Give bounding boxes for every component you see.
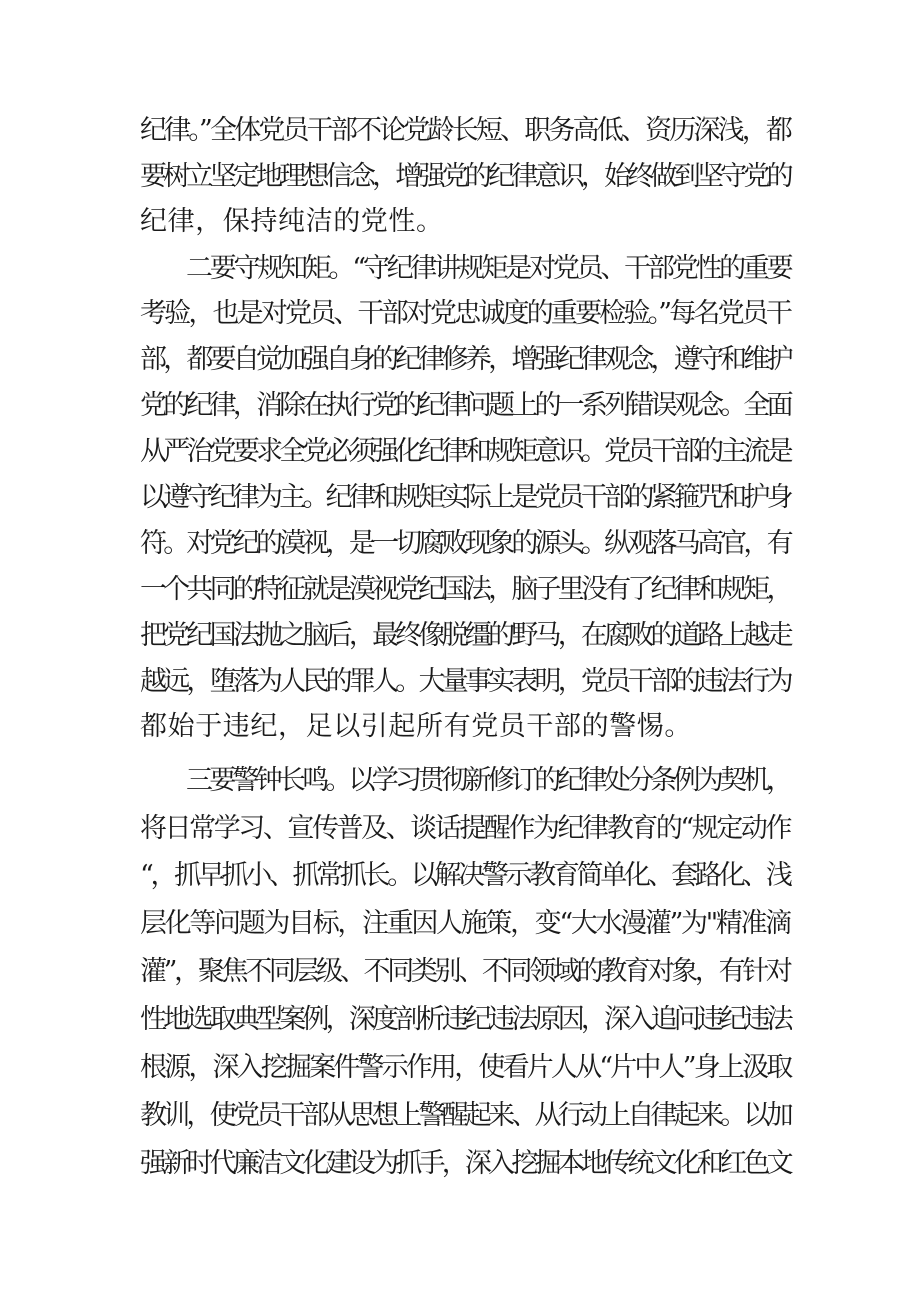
text-line: 考验，也是对党员、干部对党忠诚度的重要检验。”每名党员干 xyxy=(140,298,791,329)
text-line: 纪律，保持纯洁的党性。 xyxy=(140,206,444,237)
text-line: “，抓早抓小、抓常抓长。以解决警示教育简单化、套路化、浅 xyxy=(140,860,790,891)
text-line: 越远，堕落为人民的罪人。大量事实表明，党员干部的违法行为 xyxy=(140,666,790,697)
text-line: 一个共同的特征就是漠视党纪国法，脑子里没有了纪律和规矩， xyxy=(140,574,790,605)
text-line: 将日常学习、宣传普及、谈话提醒作为纪律教育的“规定动作 xyxy=(140,813,791,844)
text-line: 三要警钟长鸣。以学习贯彻新修订的纪律处分条例为契机， xyxy=(186,765,790,796)
text-line: 强新时代廉洁文化建设为抓手，深入挖掘本地传统文化和红色文 xyxy=(140,1148,790,1179)
text-line: 党的纪律，消除在执行党的纪律问题上的一系列错误观念。全面 xyxy=(140,390,790,421)
text-line: 灌”，聚焦不同层级、不同类别、不同领域的教育对象，有针对 xyxy=(140,956,790,987)
text-line: 把党纪国法抛之脑后，最终像脱缰的野马，在腐败的道路上越走 xyxy=(140,620,790,651)
text-line: 层化等问题为目标，注重因人施策，变“大水漫灌”为"精准滴 xyxy=(140,908,790,939)
text-line: 性地选取典型案例，深度剖析违纪违法原因，深入追问违纪违法 xyxy=(140,1004,790,1035)
text-line: 纪律。”全体党员干部不论党龄长短、职务高低、资历深浅，都 xyxy=(140,115,791,146)
text-line: 部，都要自觉加强自身的纪律修养，增强纪律观念，遵守和维护 xyxy=(140,344,790,375)
text-line: 符。对党纪的漠视，是一切腐败现象的源头。纵观落马高官，有 xyxy=(140,528,790,559)
text-line: 二要守规知矩。“守纪律讲规矩是对党员、干部党性的重要 xyxy=(186,253,791,284)
text-line: 从严治党要求全党必须强化纪律和规矩意识。党员干部的主流是 xyxy=(140,436,790,467)
text-line: 根源，深入挖掘案件警示作用，使看片人从“片中人”身上汲取 xyxy=(140,1052,791,1083)
text-line: 要树立坚定地理想信念，增强党的纪律意识，始终做到坚守党的 xyxy=(140,161,790,192)
text-line: 都始于违纪，足以引起所有党员干部的警惕。 xyxy=(140,711,692,742)
text-line: 教训，使党员干部从思想上警醒起来、从行动上自律起来。以加 xyxy=(140,1100,790,1131)
text-line: 以遵守纪律为主。纪律和规矩实际上是党员干部的紧箍咒和护身 xyxy=(140,482,790,513)
